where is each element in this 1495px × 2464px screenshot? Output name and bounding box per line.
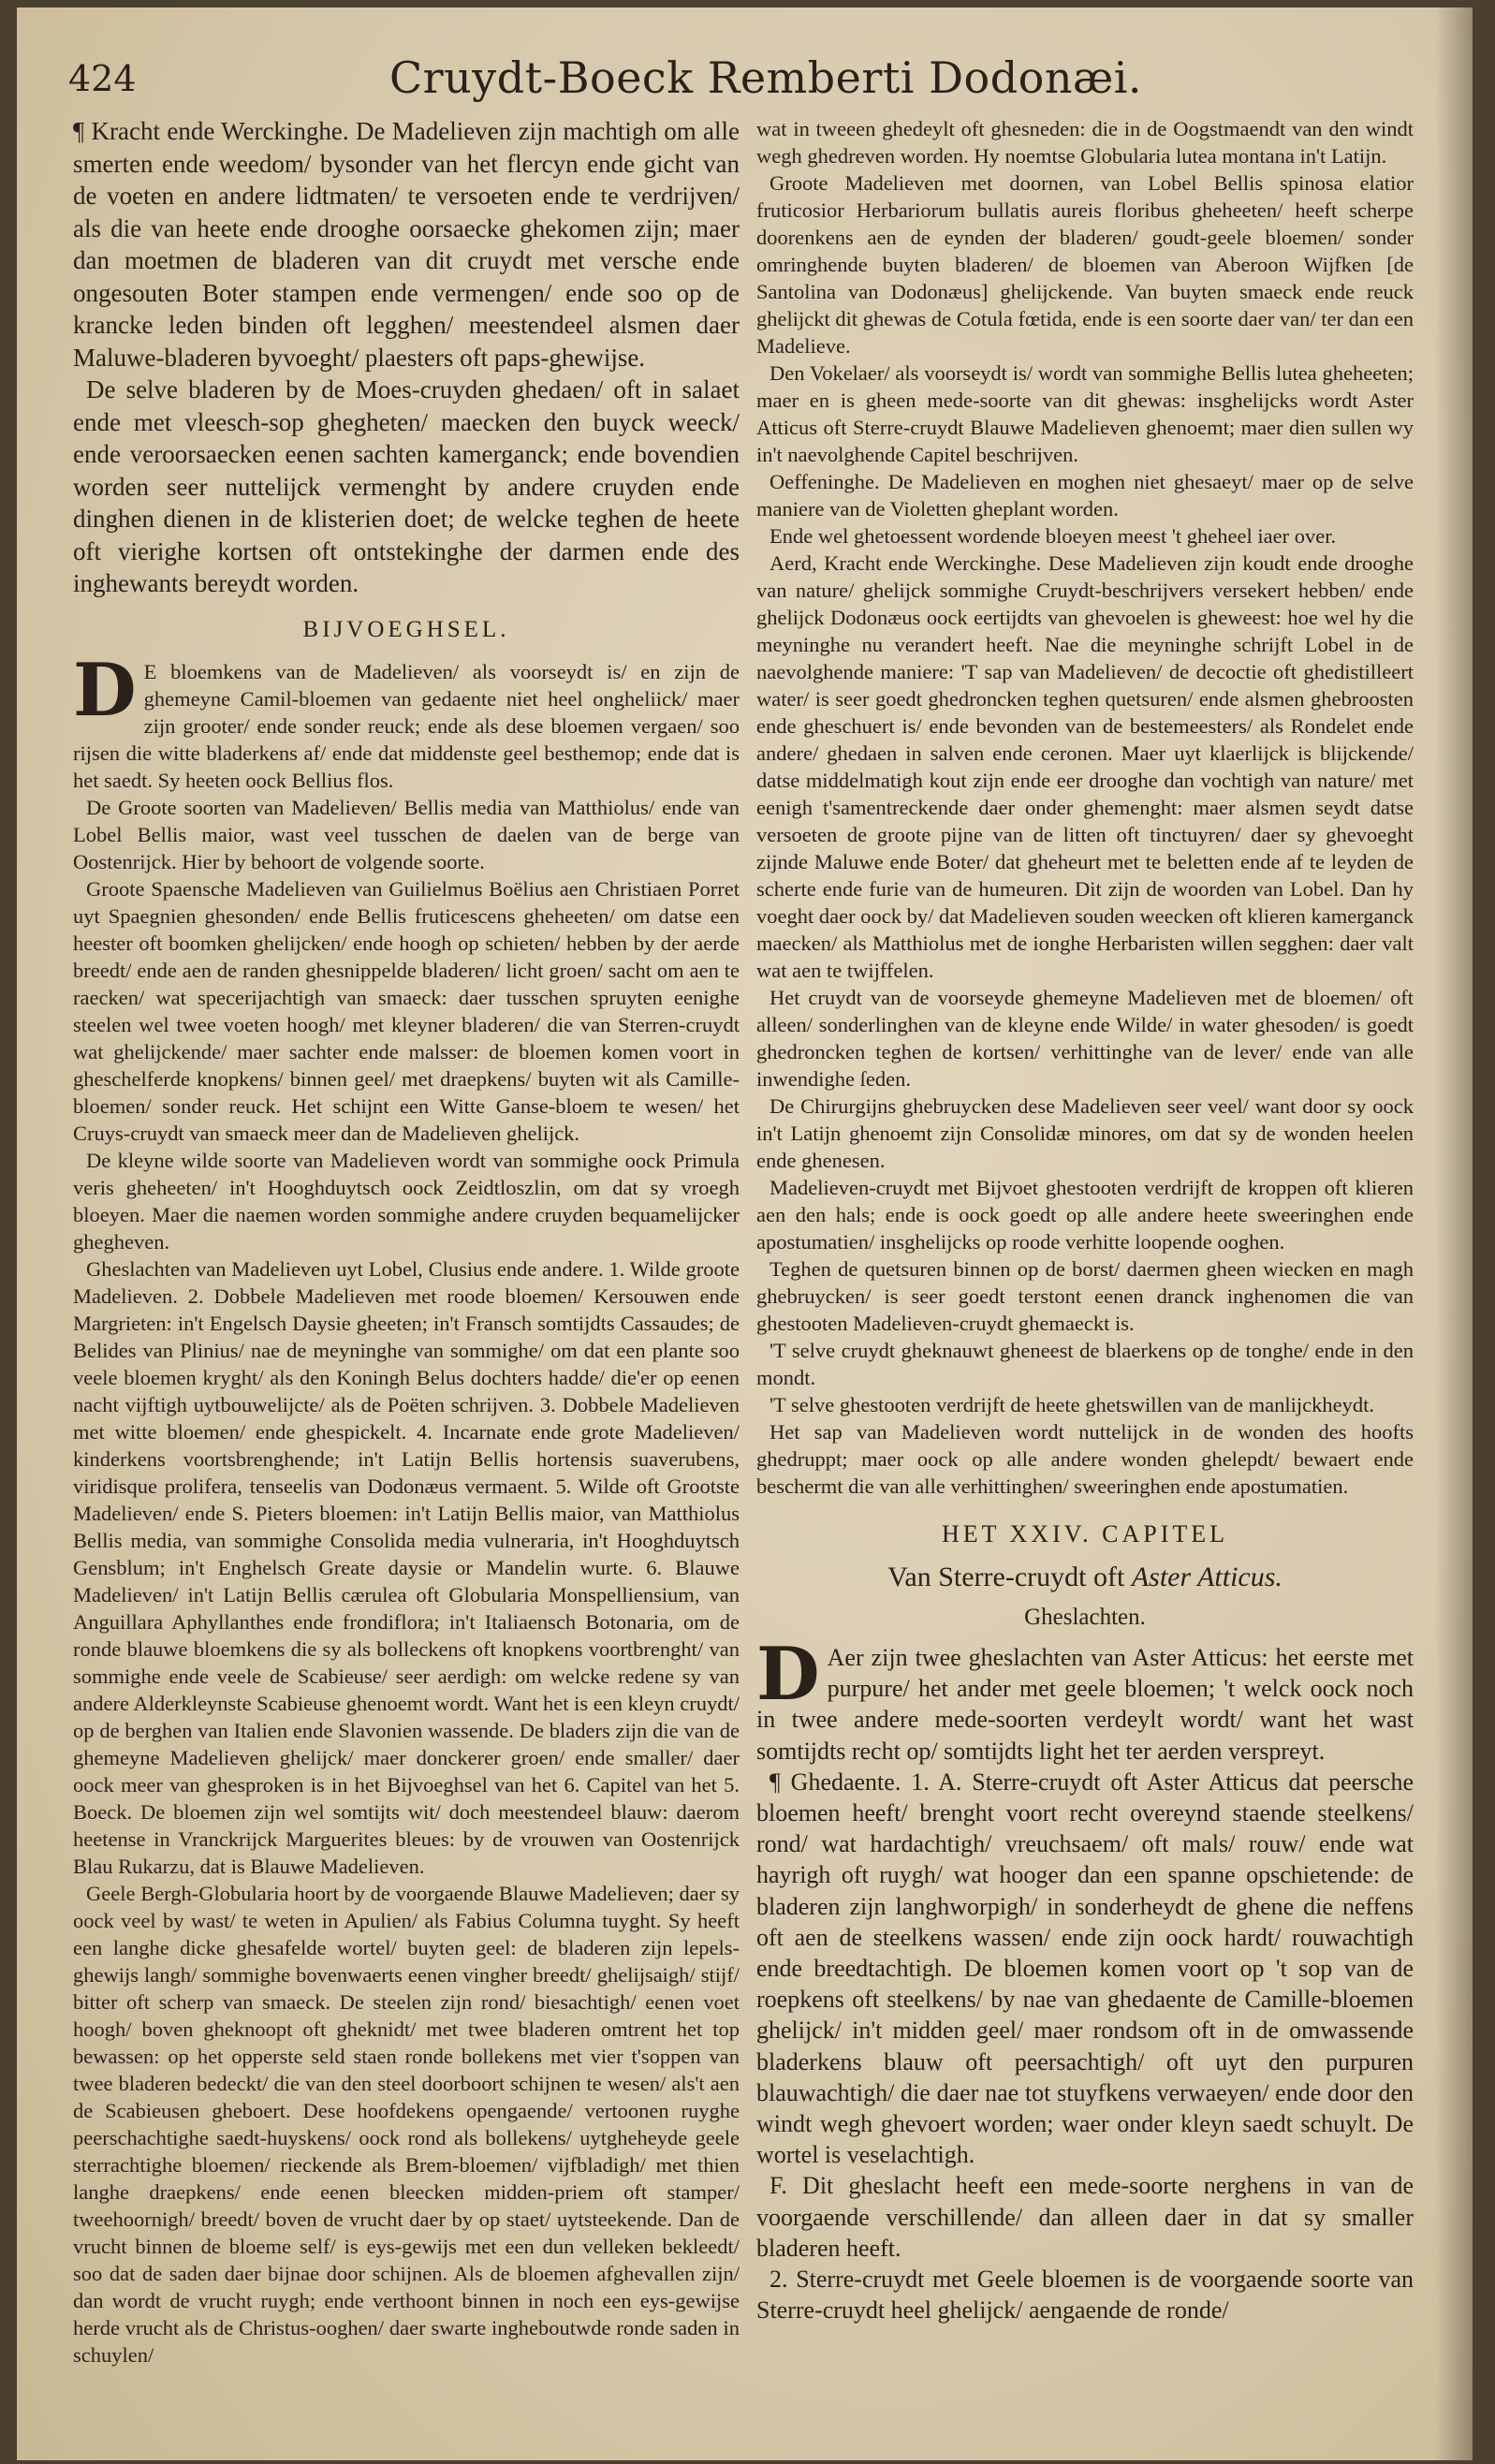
drop-cap: D xyxy=(73,647,137,733)
chapter-title-text: Van Sterre-cruydt oft xyxy=(887,1562,1132,1592)
paragraph: Geele Bergh-Globularia hoort by de voorgaende Blauwe Madelieven; daer sy oock veel by wast/ te weten in Apulien/ als Fabius Columna tuyght. Sy heeft een langhe dicke ghesafelde wortel/ buyten geel: de bladeren zijn lepels-ghewijs langh/ sommighe bovenwaerts eenen vingher breedt/ ghelijsaigh/ stijf/ bitter oft scherp van smaeck. De steelen zijn rond/ biesachtigh/ eenen voet hoogh/ boven gheknoopt oft gheknidt/ met twee bladeren omtrent het top bewassen: op het opperste seld staen ronde bollekens met vier t'soppen van twee bladeren bedeckt/ die van den steel doorboort schijnen te wesen/ als't aen de Scabieusen gheboert. Dese hoofdekens opengaende/ vertoonen ruyghe peerschachtighe saedt-huyskens/ oock rond als bollekens/ uytgheheyde geele sterrachtighe bloemen/ rieckende als Brem-bloemen/ vijfbladigh/ met thien langhe draepkens/ ende eenen bleecken midden-priem oft stamper/ tweehoornigh/ breedt/ boven de vrucht daer by op staet/ uytsteekende. Dan de vrucht binnen de bloeme self/ is eys-gewijs met een dun velleken bekleedt/ soo dat de saden daer bijnae door schijnen. Als de bloemen afghevallen zijn/ dan wordt de vrucht ruygh; ende verthoont binnen in noch een eys-gewijse herde vrucht als de Christus-ooghen/ daer swarte ingheboutwde ronde saden in schuylen/ xyxy=(73,1881,740,2367)
paragraph xyxy=(756,1632,1414,1767)
paragraph: Groote Madelieven met doornen, van Lobel Bellis spinosa elatior fruticosior Herbariorum bullatis aureis floribus gheheeten/ heeft scherpe doorenkens aen de eynden der bladeren/ goudt-geele bloemen/ sonder omringhende buyten bladeren/ de bloemen van Aberoon Wijfken [de Santolina van Dodonæus] ghelijckende. Van buyten smaeck ende reuck ghelijckt dit ghewas de Cotula fœtida, ende is een soorte daer van/ ter dan een Madelieve. xyxy=(756,171,1414,358)
paragraph-text: E bloemkens van de Madelieven/ als voorseydt is/ en zijn de ghemeyne Camil-bloemen van gedaente niet heel ongheliick/ maer zijn grooter/ ende sonder reuck; ende als dese bloemen vergaen/ soo rijsen die witte bladerkens af/ ende dat middenste geel besthemop; ende dat is het saedt. Sy heeten oock Bellius flos. xyxy=(73,659,740,792)
left-column xyxy=(73,115,740,2369)
paragraph: Teghen de quetsuren binnen op de borst/ daermen gheen wiecken en magh ghebruycken/ is seer goedt terstont eenen dranck inghenomen die van ghestooten Madelieven-cruydt ghemaeckt is. xyxy=(756,1257,1414,1335)
chapter-title xyxy=(756,1562,1414,1593)
paragraph: Gheslachten van Madelieven uyt Lobel, Clusius ende andere. 1. Wilde groote Madelieven. 2. Dobbele Madelieven met roode bloemen/ Kersouwen ende Margrieten: in't Engelsch Daysie gheeten; in't Fransch somtijdts Cassaudes; de Belides van Plinius/ nae de meyninghe van sommighe/ om dat een plante soo veele bloemen kryght/ als den Koningh Belus dochters hadde/ die'er op eenen nacht vijftigh uytbouwelijcte/ als de Poëten schrijven. 3. Dobbele Madelieven met witte bloemen/ ende ghespickelt. 4. Incarnate ende grote Madelieven/ kinderkens voortsbrenghende; in't Latijn Bellis hortensis suaverubens, viridisque prolifera, tenseelis van Dodonæus vermaent. 5. Wilde oft Grootste Madelieven/ ende S. Pieters bloemen: in't Latijn Bellis maior, van Matthiolus Bellis media, van sommighe Consolida media vulneraria, in't Hooghduytsch Gensblum; in't Enghelsch Greate daysie or Mandelin wurte. 6. Blauwe Madelieven/ in't Latijn Bellis cærulea oft Globularia Monspelliensium, van Anguillara Aphyllanthes ende frondiflora; in't Italiaensch Botonaria, om de ronde blauwe bloemkens die sy als bolleckens oft knopkens voortbrenght/ van sommighe ende veele de Scabieuse/ seer aerdigh: om welcke redene sy van andere Alderkleynste Scabieuse ghenoemt wordt. Want het is een kleyn cruydt/ op de berghen van Italien ende Slavonien wassende. De bladers zijn die van de ghemeyne Madelieven ghelijck/ maer donckerer groen/ ende smaller/ daer oock meer van ghesproken is in het Bijvoeghsel van het 6. Capitel van het 5. Boeck. De bloemen zijn wel somtijts wit/ doch meestendeel blauw: daerom heetense in Vranckrijck Marguerites bleues: by de vrouwen van Oostenrijck Blau Rukarzu, dat is Blauwe Madelieven. xyxy=(73,1256,740,1878)
section-heading: BIJVOEGHSEL. xyxy=(302,616,510,642)
running-title: Cruydt-Boeck Remberti Dodonæi. xyxy=(388,52,1143,103)
paragraph-text: Aer zijn twee gheslachten van Aster Atticus: het eerste met purpure/ het ander met geele bloemen; 't welck oock noch in twee andere mede-soorten verdeylt wordt/ want het wast somtijdts recht op/ somtijdts light het ter aerden verspreyt. xyxy=(756,1644,1414,1765)
subheading: Gheslachten. xyxy=(1024,1605,1146,1630)
page-number: 424 xyxy=(68,58,137,99)
paragraph: 'T selve cruydt gheknauwt gheneest de blaerkens op de tonghe/ ende in den mondt. xyxy=(756,1339,1414,1389)
chapter-title-latin: Aster Atticus. xyxy=(1131,1562,1282,1592)
paragraph: 2. Sterre-cruydt met Geele bloemen is de voorgaende soorte van Sterre-cruydt heel ghelijck/ aengaende de ronde/ xyxy=(756,2266,1414,2325)
paragraph: De Chirurgijns ghebruycken dese Madelieven seer veel/ want door sy oock in't Latijn ghenoemt zijn Consolidæ minores, om dat sy de wonden heelen ende ghenesen. xyxy=(756,1094,1414,1172)
paragraph: Het cruydt van de voorseyde ghemeyne Madelieven met de bloemen/ oft alleen/ sonderlinghen van de kleyne ende Wilde/ in water ghesoden/ is goedt ghedroncken teghen de kortsen/ verhittinghe van de lever/ ende van alle inwendighe ſeden. xyxy=(756,986,1414,1091)
paragraph: ¶ Kracht ende Werckinghe. De Madelieven zijn machtigh om alle smerten ende weedom/ bysonder van het flercyn ende gicht van de voeten en andere lidtmaten/ te versoeten ende te verdrijven/ als die van heete ende drooghe oorsaecke ghekomen zijn; maer dan moetmen de bladeren van dit cruydt met versche ende ongesouten Boter stampen ende vermengen/ ende soo op de krancke leden binden oft legghen/ meestendeel alsmen daer Maluwe-bladeren byvoeght/ plaesters oft paps-ghewijse. xyxy=(73,117,740,372)
paragraph: F. Dit gheslacht heeft een mede-soorte nerghens in van de voorgaende verschillende/ dan alleen daer in dat sy smaller bladeren heeft. xyxy=(756,2172,1414,2262)
paragraph: Ende wel ghetoessent wordende bloeyen meest 't gheheel iaer over. xyxy=(769,524,1337,548)
running-head xyxy=(68,45,1463,110)
paragraph: 'T selve ghestooten verdrijft de heete ghetswillen van de manlijckheydt. xyxy=(769,1393,1374,1416)
paragraph: Groote Spaensche Madelieven van Guilielmus Boëlius aen Christiaen Porret uyt Spaegnien ghesonden/ ende Bellis fruticescens gheheeten/ om datse een heester oft boomken ghelijcken/ ende hoogh op schieten/ hebben by der aerde breedt/ ende aen de randen ghesnippelde bladeren/ licht groen/ sacht om aen te raecken/ wat specerijachtigh van smaeck: daer tusschen spruyten eenighe steelen wel twee voeten hoogh/ met kleyner bladeren/ die van Sterren-cruydt wat ghelijckende/ maer sachter ende malsser: de bloemen komen voort in gheschelferde knopkens/ binnen geel/ met draepkens/ buyten wit als Camille-bloemen/ sonder reuck. Het schijnt een Witte Ganse-bloem te wesen/ het Cruys-cruydt van smaeck meer dan de Madelieven ghelijck. xyxy=(73,876,740,1145)
paragraph: De selve bladeren by de Moes-cruyden ghedaen/ oft in salaet ende met vleesch-sop ghegheten/ maecken den buyck weeck/ ende veroorsaecken eenen sachten kamerganck; ende bovendien worden seer nuttelijck vermenght by andere cruyden ende dinghen dienen in de klisterien doet; de welcke teghen de heete oft vierighe kortsen oft ontstekinghe der darmen ende des inghewants bereydt worden. xyxy=(73,375,740,597)
right-column xyxy=(756,115,1414,2325)
paragraph: Den Vokelaer/ als voorseydt is/ wordt van sommighe Bellis lutea gheheeten; maer en is gheen mede-soorte van dit ghewas: insghelijcks wordt Aster Atticus oft Sterre-cruydt Blauwe Madelieven ghenoemt; maer dien sullen wy in't naevolghende Capitel beschrijven. xyxy=(756,361,1414,466)
page xyxy=(17,7,1473,2460)
paragraph: ¶ Ghedaente. 1. A. Sterre-cruydt oft Aster Atticus dat peersche bloemen heeft/ brenght voort recht overeynd staende steelkens/ rond/ wat hardachtigh/ vreuchsaem/ oft mals/ rouw/ ende wat hayrigh oft ruygh/ wat hooger dan een spanne opschietende: de bladeren zijn langhworpigh/ in sonderheydt de ghene die neffens oft aen de steelkens wassen/ ende zijn oock hardt/ rouwachtigh ende breedtachtigh. De bloemen komen voort op 't sop van de roepkens oft steelkens/ by nae van ghedaente de Camille-bloemen ghelijck/ in't midden geel/ maer rondsom oft in de omwassende bladerkens blauw oft peersachtigh/ oft uyt den purpuren blauwachtigh/ die daer nae tot stuyfkens verwaeyen/ ende door den windt wegh ghevoert worden; waer onder kleyn saedt schuylt. De wortel is veselachtigh. xyxy=(756,1767,1414,2169)
paragraph: De kleyne wilde soorte van Madelieven wordt van sommighe oock Primula veris gheheeten/ in't Hooghduytsch oock Zeidtloszlin, om dat sy vroegh bloeyen. Maer die naemen worden sommighe andere cruyden bequamelijcker ghegheven. xyxy=(73,1148,740,1254)
paragraph xyxy=(73,647,740,794)
paragraph: Madelieven-cruydt met Bijvoet ghestooten verdrijft de kroppen oft klieren aen den hals; ende is oock goedt op alle andere heete sweeringhen ende apostumatien/ insghelijcks op roode verhitte loopende ooghen. xyxy=(756,1176,1414,1254)
paragraph: De Groote soorten van Madelieven/ Bellis media van Matthiolus/ ende van Lobel Bellis maior, wast veel tusschen de daelen van de berge van Oostenrijck. Hier by behoort de volgende soorte. xyxy=(73,795,740,873)
chapter-heading: HET XXIV. CAPITEL xyxy=(941,1520,1229,1547)
page-edge-shadow xyxy=(1435,7,1473,2460)
paragraph: wat in tweeen ghedeylt oft ghesneden: die in de Oogstmaendt van den windt wegh ghedreven worden. Hy noemtse Globularia lutea montana in't Latijn. xyxy=(756,117,1414,168)
paragraph: Het sap van Madelieven wordt nuttelijck in de wonden des hoofts ghedruppt; maer oock op alle andere wonden ghelepdt/ bewaert ende beschermt die van alle verhittinghen/ sweeringhen ende apostumatien. xyxy=(756,1420,1414,1498)
paragraph: Aerd, Kracht ende Werckinghe. Dese Madelieven zijn koudt ende drooghe van nature/ ghelijck sommighe Cruydt-beschrijvers versekert hebben/ ende ghelijck Dodonæus oock eertijdts van ghevoelen is gheweest: hoe wel hy die meyninghe nu verandert heeft. Nae die meyninghe schrijft Lobel in de naevolghende maniere: 'T sap van Madelieven/ de decoctie oft ghedistilleert water/ is seer goedt ghedroncken teghen quetsuren/ ende alsmen ghebroosten ende gheschuert is/ ende bevonden van de bestemeesters/ als Rondelet ende andere/ ghedaen in salven ende ceronen. Maer uyt klaerlijck is blijckende/ datse middelmatigh kout zijn ende eer drooghe dan vochtigh van nature/ met eenigh t'samentreckende daer onder ghemenght: maer alsmen seydt datse versoeten de groote pijne van de litten oft tinctuyren/ daer sy ghevoeght zijnde Maluwe ende Boter/ dat gheheurt met te beletten ende af te leyden de scherte ende furie van de humeuren. Dit zijn de woorden van Lobel. Dan hy voeght daer oock by/ dat Madelieven souden weecken oft klieren kamerganck maecken/ als Matthiolus met de ionghe Herbaristen willen segghen: daer valt wat aen te twijffelen. xyxy=(756,551,1414,982)
paragraph: Oeffeninghe. De Madelieven en moghen niet ghesaeyt/ maer op de selve maniere van de Violetten gheplant worden. xyxy=(756,470,1414,521)
drop-cap: D xyxy=(756,1632,820,1717)
